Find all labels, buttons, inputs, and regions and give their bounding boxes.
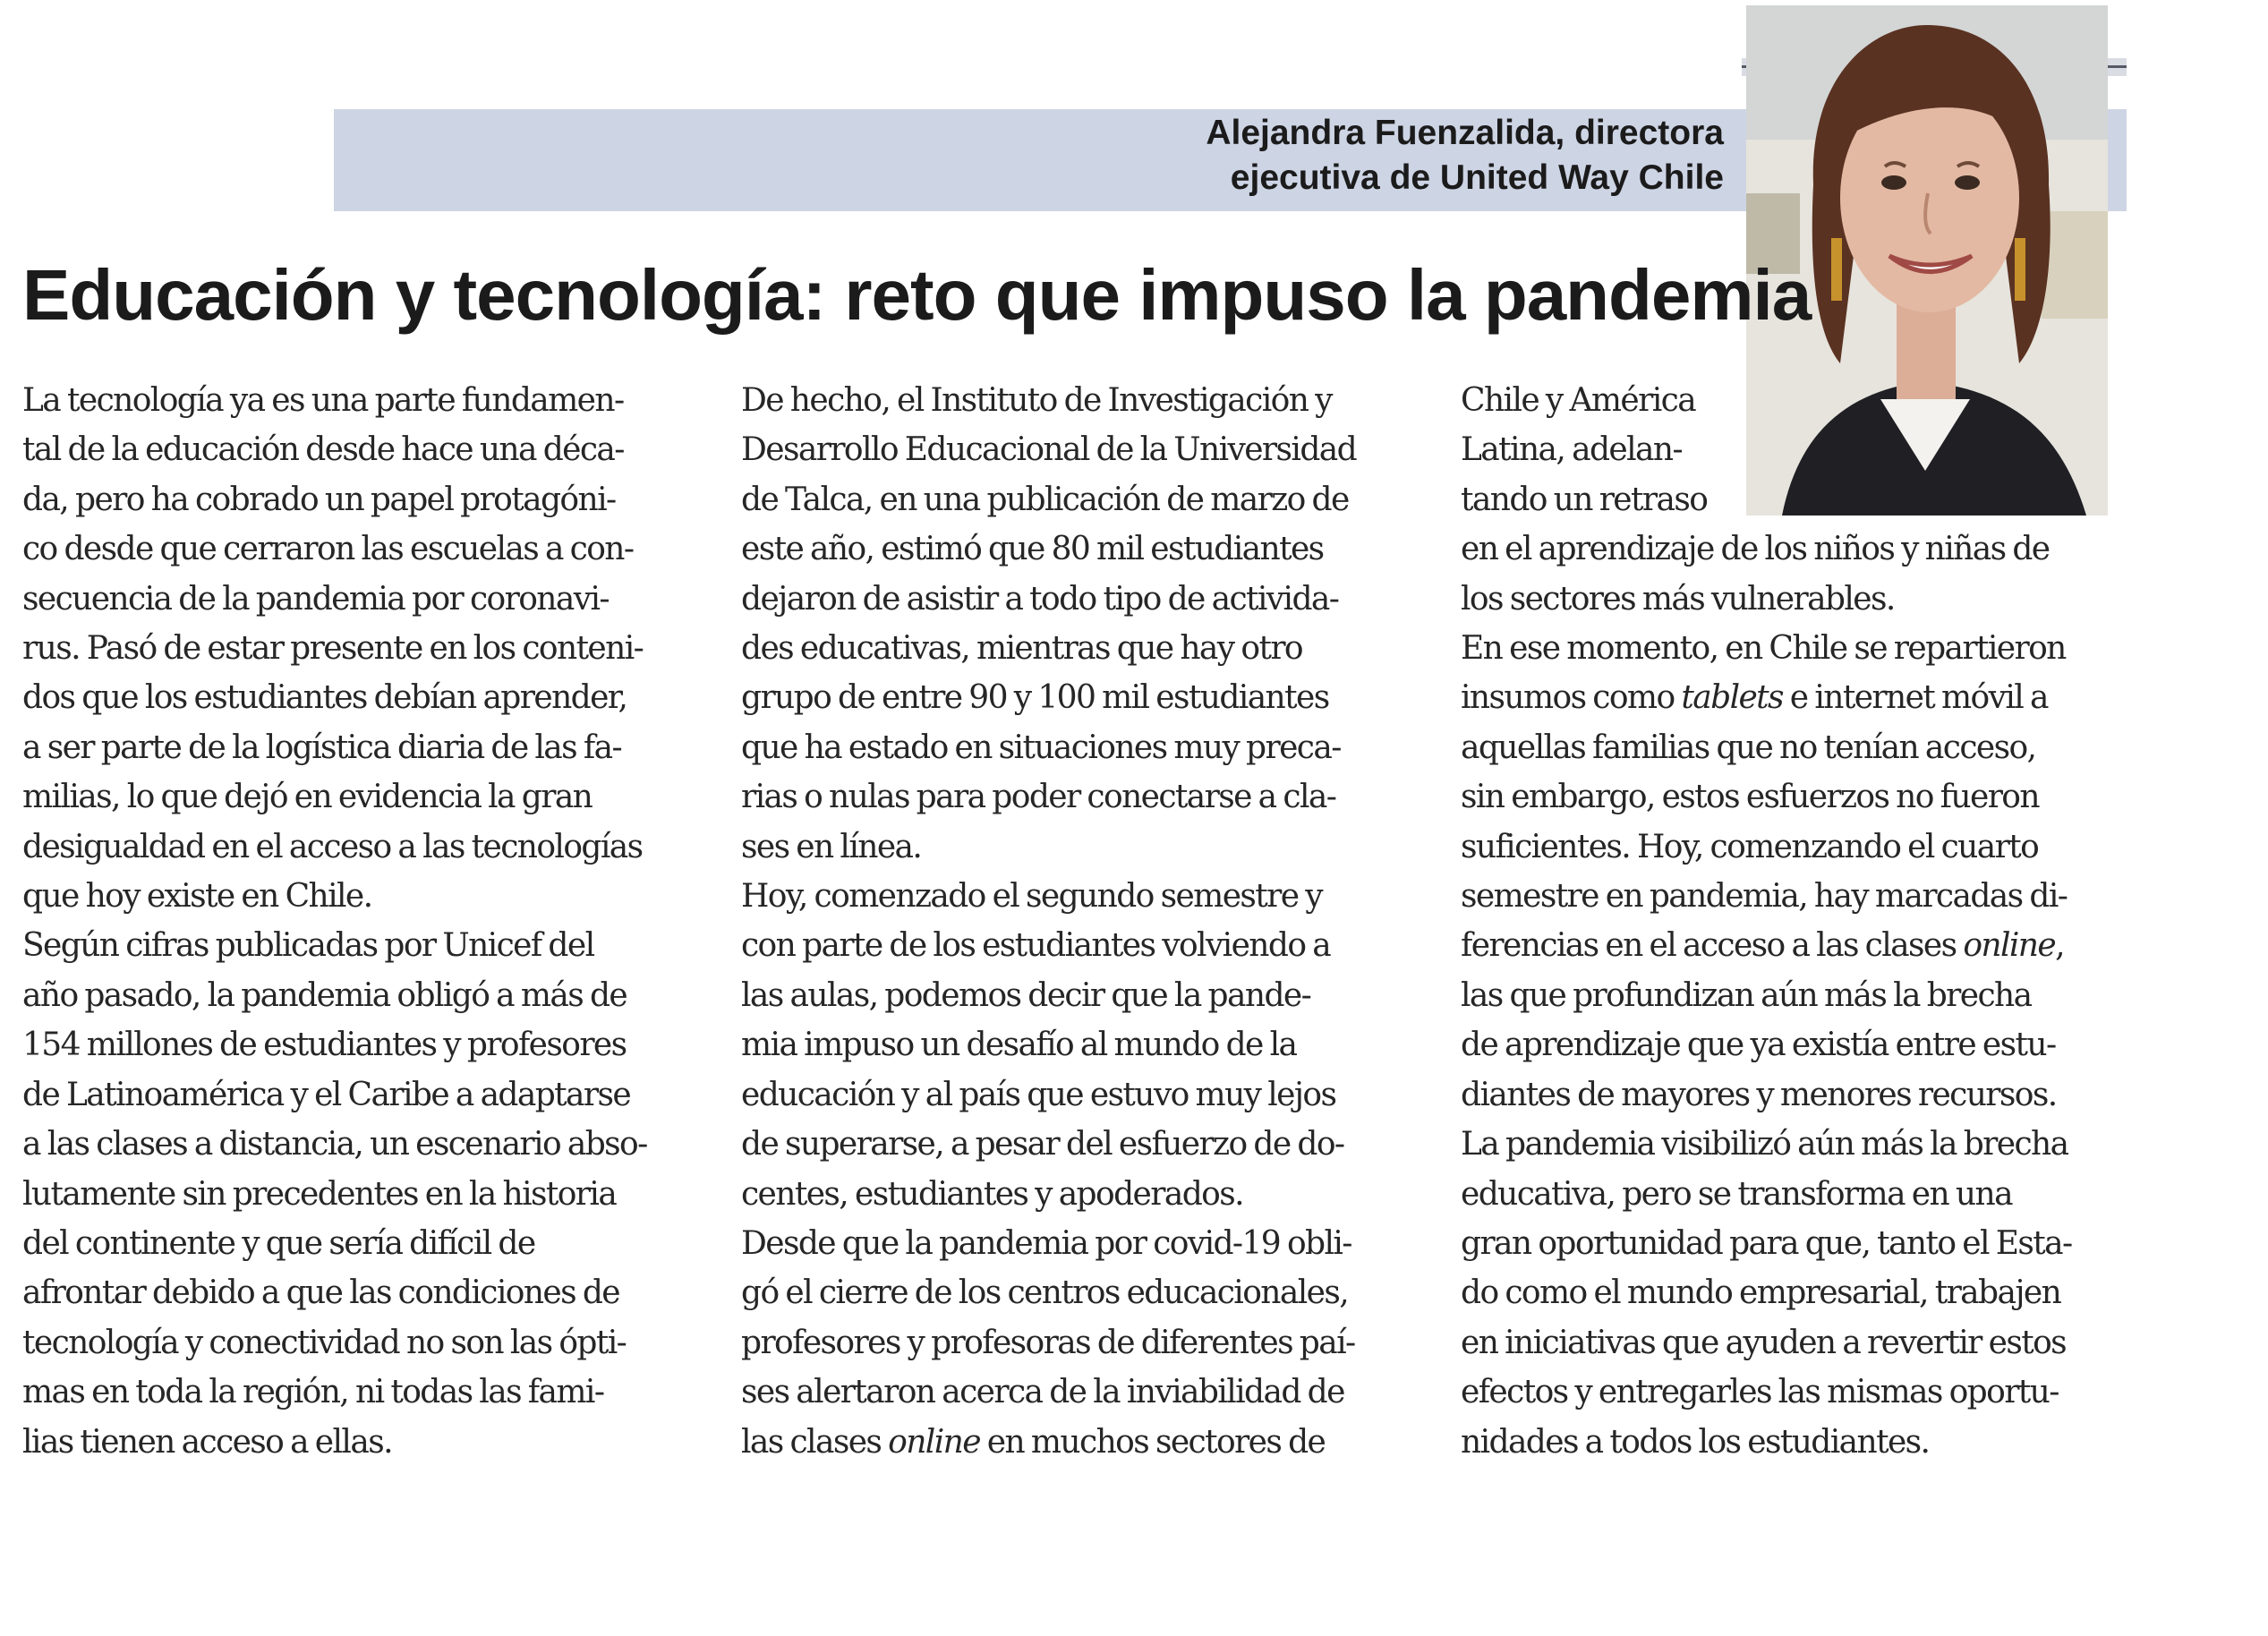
author-role-line: ejecutiva de United Way Chile (1230, 158, 1724, 197)
article-headline: Educación y tecnología: reto que impuso la pandemia (22, 255, 1812, 335)
text-line: Hoy, comenzado el segundo semestre y (741, 878, 1323, 916)
text-line: mas en toda la región, ni todas las fami- (22, 1374, 604, 1411)
text-line: afrontar debido a que las condiciones de (22, 1274, 619, 1312)
text-line: de Latinoamérica y el Caribe a adaptarse (22, 1076, 631, 1113)
text-line: profesores y profesoras de diferentes paí- (741, 1324, 1355, 1361)
text-fragment: , (2055, 927, 2064, 965)
text-line: lias tienen acceso a ellas. (22, 1423, 392, 1461)
text-line: tecnología y conectividad no son las ópti- (22, 1324, 627, 1361)
text-fragment: e internet móvil a (1782, 679, 2048, 717)
text-line: a ser parte de la logística diaria de las fa- (22, 729, 622, 766)
author-name-line: Alejandra Fuenzalida, directora (1206, 114, 1724, 152)
text-line: centes, estudiantes y apoderados. (741, 1175, 1243, 1213)
text-line: Desarrollo Educacional de la Universidad (741, 431, 1357, 469)
article-column-3 (1461, 376, 2150, 1467)
text-line: los sectores más vulnerables. (1461, 580, 1895, 618)
text-line: rus. Pasó de estar presente en los conteni- (22, 630, 644, 668)
article-column-1 (22, 376, 712, 1467)
text-line: desigualdad en el acceso a las tecnologías (22, 828, 643, 865)
text-line: Desde que la pandemia por covid-19 obli- (741, 1224, 1351, 1262)
text-line: De hecho, el Instituto de Investigación y (741, 382, 1332, 419)
text-line: aquellas familias que no tenían acceso, (1461, 729, 2036, 766)
text-line: gó el cierre de los centros educacionales, (741, 1274, 1349, 1312)
text-line: que ha estado en situaciones muy preca- (741, 729, 1341, 766)
text-line: que hoy existe en Chile. (22, 878, 372, 916)
text-line: este año, estimó que 80 mil estudiantes (741, 531, 1324, 568)
text-line: semestre en pandemia, hay marcadas di- (1461, 878, 2068, 916)
text-line: sin embargo, estos esfuerzos no fueron (1461, 779, 2039, 816)
text-line: La tecnología ya es una parte fundamen- (22, 382, 624, 419)
text-line: a las clases a distancia, un escenario abso- (22, 1126, 647, 1163)
text-line: de superarse, a pesar del esfuerzo de do- (741, 1126, 1344, 1163)
text-line: con parte de los estudiantes volviendo a (741, 927, 1331, 965)
text-line: efectos y entregarles las mismas oportu- (1461, 1374, 2059, 1411)
text-line: secuencia de la pandemia por coronavi- (22, 580, 609, 618)
text-line: las que profundizan aún más la brecha (1461, 976, 2032, 1014)
text-line: En ese momento, en Chile se repartieron (1461, 630, 2066, 668)
text-line: de Talca, en una publicación de marzo de (741, 481, 1349, 518)
text-line: tal de la educación desde hace una déca- (22, 431, 624, 469)
italic-word: tablets (1681, 679, 1783, 717)
text-line: las aulas, podemos decir que la pande- (741, 976, 1311, 1014)
text-line: milias, lo que dejó en evidencia la gran (22, 779, 593, 816)
text-line: del continente y que sería difícil de (22, 1224, 535, 1262)
text-line: de aprendizaje que ya existía entre estu- (1461, 1027, 2056, 1064)
text-line: Según cifras publicadas por Unicef del (22, 927, 594, 965)
text-line: mia impuso un desafío al mundo de la (741, 1027, 1297, 1064)
text-line (1461, 673, 2150, 722)
text-line: suficientes. Hoy, comenzando el cuarto (1461, 828, 2039, 865)
text-line: educación y al país que estuvo muy lejos (741, 1076, 1336, 1113)
text-line: diantes de mayores y menores recursos. (1461, 1076, 2057, 1113)
text-line: da, pero ha cobrado un papel protagóni- (22, 481, 616, 518)
text-line: gran oportunidad para que, tanto el Esta- (1461, 1224, 2072, 1262)
text-line: año pasado, la pandemia obligó a más de (22, 976, 627, 1014)
text-line: Latina, adelan- (1461, 431, 1683, 469)
text-fragment: ferencias en el acceso a las clases (1461, 927, 1964, 965)
text-line: rias o nulas para poder conectarse a cla- (741, 779, 1336, 816)
text-fragment: en muchos sectores de (979, 1423, 1326, 1461)
text-line: 154 millones de estudiantes y profesores (22, 1027, 627, 1064)
text-line: do como el mundo empresarial, trabajen (1461, 1274, 2061, 1312)
article-column-2 (741, 376, 1430, 1467)
text-line: en el aprendizaje de los niños y niñas de (1461, 531, 2050, 568)
text-line (1461, 921, 2150, 970)
text-fragment: las clases (741, 1423, 889, 1461)
text-line (741, 1418, 1430, 1467)
text-line: educativa, pero se transforma en una (1461, 1175, 2012, 1213)
text-line: La pandemia visibilizó aún más la brecha (1461, 1126, 2068, 1163)
text-line: ses en línea. (741, 828, 922, 865)
text-fragment: insumos como (1461, 679, 1682, 717)
text-line: Chile y América (1461, 382, 1696, 419)
text-line: dejaron de asistir a todo tipo de activida- (741, 580, 1339, 618)
text-line: lutamente sin precedentes en la historia (22, 1175, 617, 1213)
text-line: ses alertaron acerca de la inviabilidad de (741, 1374, 1344, 1411)
text-line: en iniciativas que ayuden a revertir estos (1461, 1324, 2067, 1361)
text-line: co desde que cerraron las escuelas a con- (22, 531, 634, 568)
text-line: dos que los estudiantes debían aprender, (22, 679, 627, 717)
text-line: grupo de entre 90 y 100 mil estudiantes (741, 679, 1329, 717)
author-byline (1206, 111, 1724, 200)
italic-word: online (888, 1423, 980, 1461)
text-line: des educativas, mientras que hay otro (741, 630, 1302, 668)
text-line: nidades a todos los estudiantes. (1461, 1423, 1930, 1461)
italic-word: online (1963, 927, 2056, 965)
text-line: tando un retraso (1461, 481, 1708, 518)
